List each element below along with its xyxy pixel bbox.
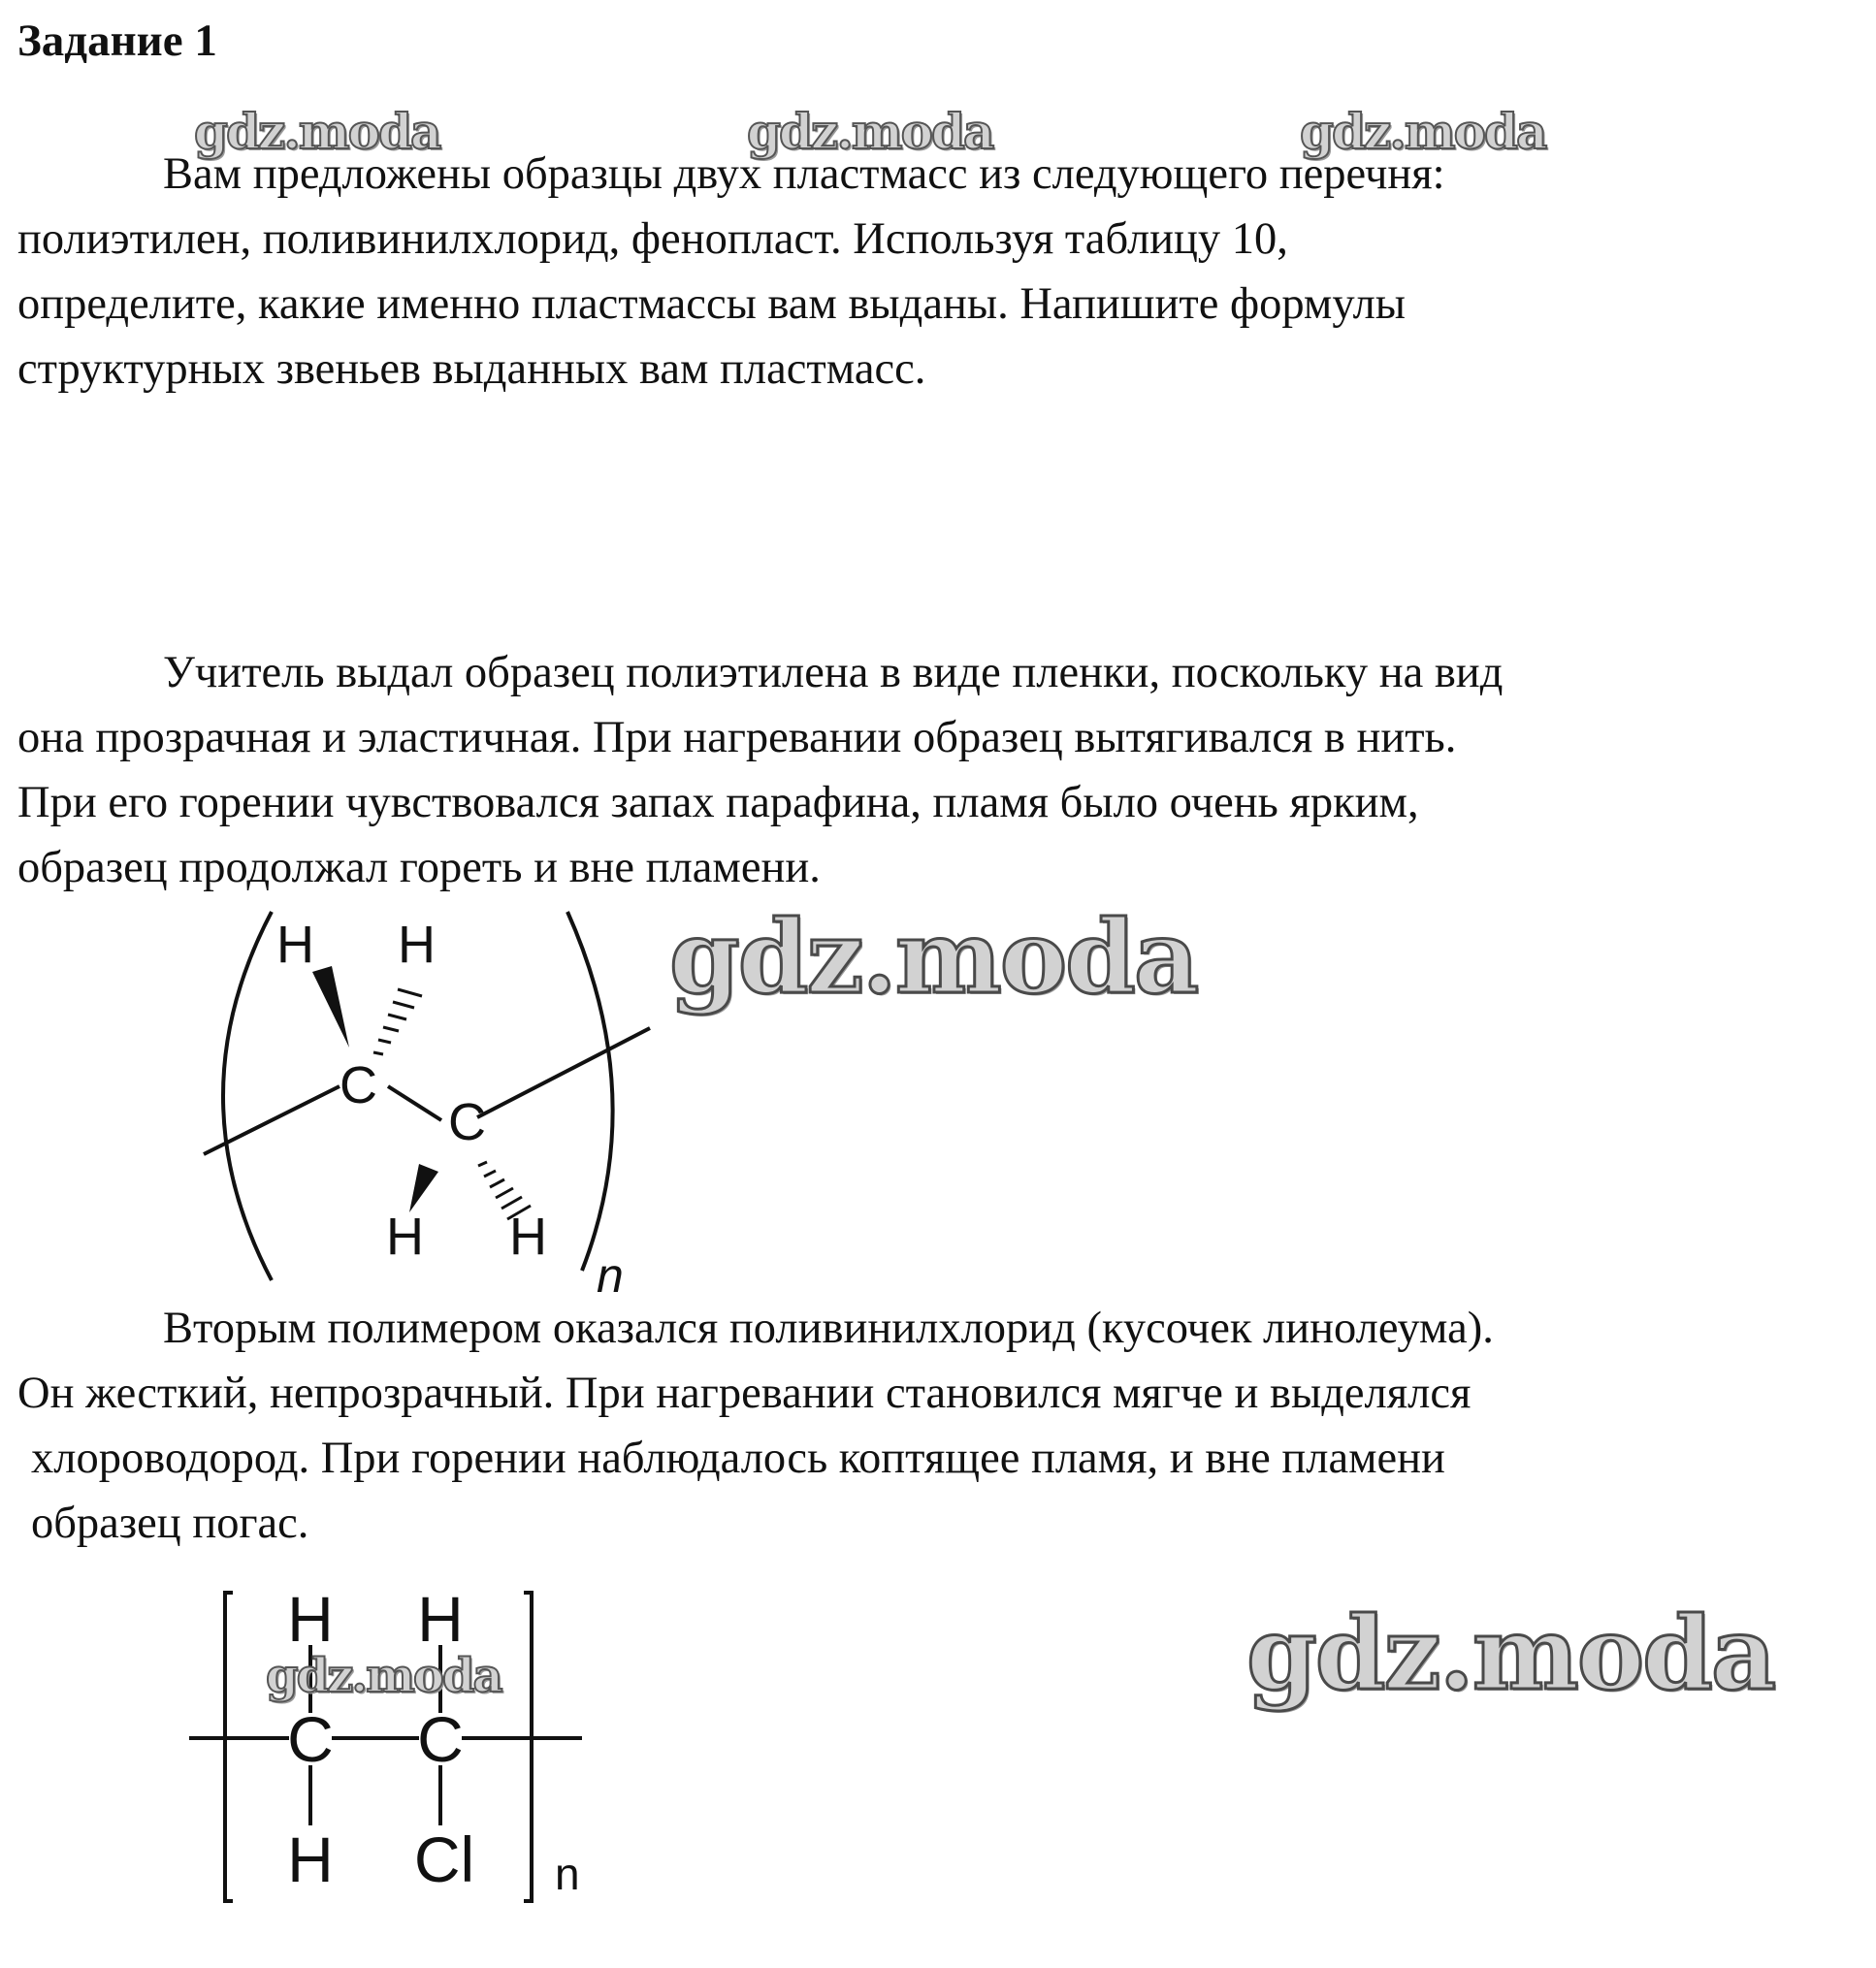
atom-h: H [386,1208,424,1266]
watermark: gdz.moda [194,103,440,160]
watermark: gdz.moda [669,897,1198,1016]
text-line: она прозрачная и эластичная. При нагревании образец вытягивался в нить. [17,713,1457,762]
text-line: Вам предложены образцы двух пластмасс из следующего перечня: [163,149,1445,199]
left-bracket [225,1593,233,1901]
atom-cl: Cl [413,1823,475,1895]
text-line: образец продолжал гореть и вне пламени. [17,843,821,892]
wedge-bond [409,1164,438,1212]
bond-chain-right [477,1028,650,1117]
left-bracket [223,912,272,1280]
subscript-n: n [597,1248,624,1303]
task-heading: Задание 1 [17,16,217,66]
pvc-answer-text [17,1296,1851,1556]
text-line: структурных звеньев выданных вам пластмасс. [17,344,926,394]
text-line: определите, какие именно пластмассы вам выданы. Напишите формулы [17,279,1407,329]
atom-c: C [417,1703,464,1775]
watermark: gdz.moda [747,103,993,160]
atom-h: H [287,1583,334,1655]
pvc-structure [184,1571,611,1920]
text-line: При его горении чувствовался запах парафина, пламя было очень ярким, [17,778,1419,827]
right-bracket [567,912,613,1271]
watermark: gdz.moda [1246,1594,1775,1713]
wedge-bond [312,966,349,1048]
polyethylene-structure [194,902,679,1303]
subscript-n: n [555,1849,580,1899]
atom-c: C [287,1703,334,1775]
hashed-bond [373,989,422,1054]
atom-h: H [509,1208,547,1266]
right-bracket [524,1593,532,1901]
atom-h: H [276,916,314,974]
polyethylene-answer-text [17,640,1851,900]
atom-h: H [287,1823,334,1895]
bond-c-c [388,1086,441,1120]
atom-h: H [417,1583,464,1655]
task-text [17,142,1851,402]
text-line: образец погас. [31,1499,309,1548]
text-line: хлороводород. При горении наблюдалось коптящее пламя, и вне пламени [31,1434,1445,1483]
text-line: Вторым полимером оказался поливинилхлорид (кусочек линолеума). [163,1304,1494,1353]
text-line: Учитель выдал образец полиэтилена в виде пленки, поскольку на вид [163,648,1504,697]
atom-h: H [398,916,436,974]
watermark: gdz.moda [1300,103,1546,160]
text-line: Он жесткий, непрозрачный. При нагревании становился мягче и выделялся [17,1369,1472,1418]
atom-c: C [340,1056,377,1114]
text-line: полиэтилен, поливинилхлорид, фенопласт. Используя таблицу 10, [17,214,1288,264]
atom-c: C [448,1093,486,1151]
watermark: gdz.moda [266,1649,501,1703]
